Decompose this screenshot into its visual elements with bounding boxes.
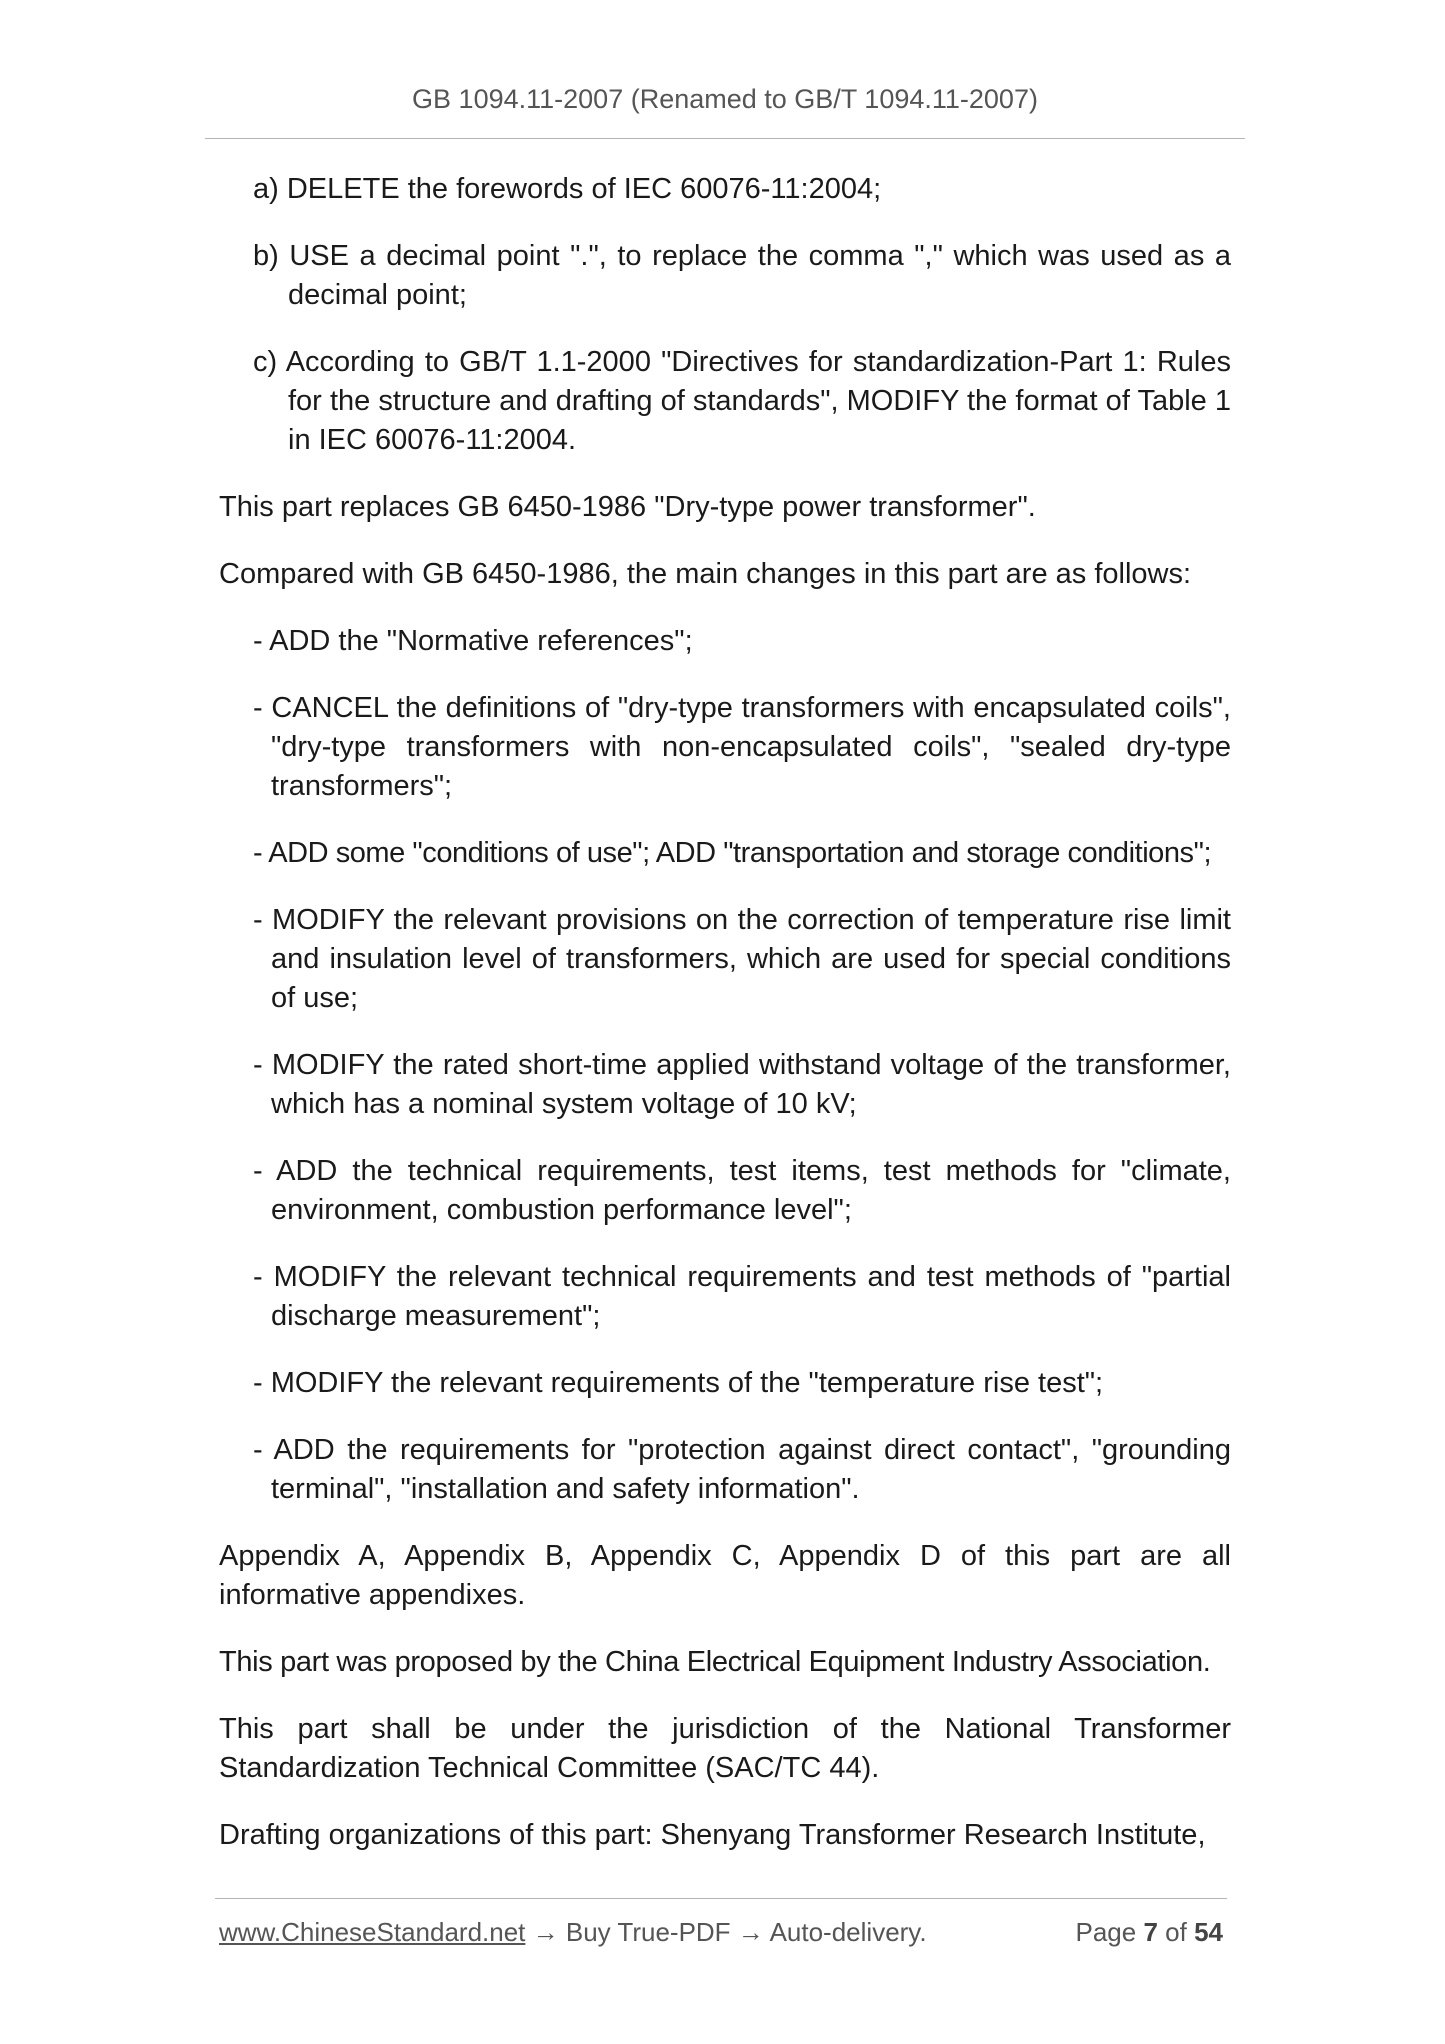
change-item: - MODIFY the relevant technical requirements and test methods of "partial discharge measurement"; [253,1261,1231,1332]
compared-paragraph: Compared with GB 6450-1986, the main changes in this part are as follows: [219,558,1192,590]
footer-divider [215,1898,1227,1899]
replaces-paragraph: This part replaces GB 6450-1986 "Dry-type power transformer". [219,491,1036,523]
footer-left [219,1917,927,1948]
proposed-paragraph: This part was proposed by the China Electrical Equipment Industry Association. [219,1646,1211,1678]
change-item: - ADD the "Normative references"; [253,625,693,657]
change-item: - MODIFY the relevant provisions on the correction of temperature rise limit and insulation level of transformers, which are used for special conditions of use; [253,904,1231,1014]
page-total: 54 [1194,1917,1223,1947]
change-item: - ADD the technical requirements, test items, test methods for "climate, environment, combustion performance level"; [253,1155,1231,1226]
appendix-paragraph: Appendix A, Appendix B, Appendix C, Appendix D of this part are all informative appendixes. [219,1540,1231,1611]
jurisdiction-paragraph: This part shall be under the jurisdiction of the National Transformer Standardization Technical Committee (SAC/TC 44). [219,1713,1231,1784]
page-current: 7 [1143,1917,1158,1947]
document-body [219,170,1231,1883]
change-item: - MODIFY the relevant requirements of the "temperature rise test"; [253,1367,1104,1399]
list-item-c: c) According to GB/T 1.1-2000 "Directives for standardization-Part 1: Rules for the structure and drafting of standards", MODIFY the format of Table 1 in IEC 60076-11:2004. [253,346,1231,456]
change-item: - ADD the requirements for "protection against direct contact", "grounding terminal", "installation and safety information". [253,1434,1231,1505]
change-item: - MODIFY the rated short-time applied withstand voltage of the transformer, which has a nominal system voltage of 10 kV; [253,1049,1231,1120]
list-item-a: a) DELETE the forewords of IEC 60076-11:2004; [253,173,882,205]
header-divider [205,138,1245,139]
page-of: of [1165,1917,1187,1947]
drafting-paragraph: Drafting organizations of this part: Shenyang Transformer Research Institute, [219,1819,1206,1851]
change-item: - CANCEL the definitions of "dry-type transformers with encapsulated coils", "dry-type transformers with non-encapsulated coils", "sealed dry-type transformers"; [253,692,1231,802]
list-item-b: b) USE a decimal point ".", to replace the comma "," which was used as a decimal point; [253,240,1231,311]
document-header: GB 1094.11-2007 (Renamed to GB/T 1094.11-2007) [412,84,1038,114]
website-link[interactable]: www.ChineseStandard.net [219,1917,526,1947]
page-label: Page [1075,1917,1137,1947]
delivery-text: → Buy True-PDF → Auto-delivery. [525,1917,927,1947]
page-number [1075,1917,1223,1948]
change-item: - ADD some "conditions of use"; ADD "transportation and storage conditions"; [253,837,1212,869]
